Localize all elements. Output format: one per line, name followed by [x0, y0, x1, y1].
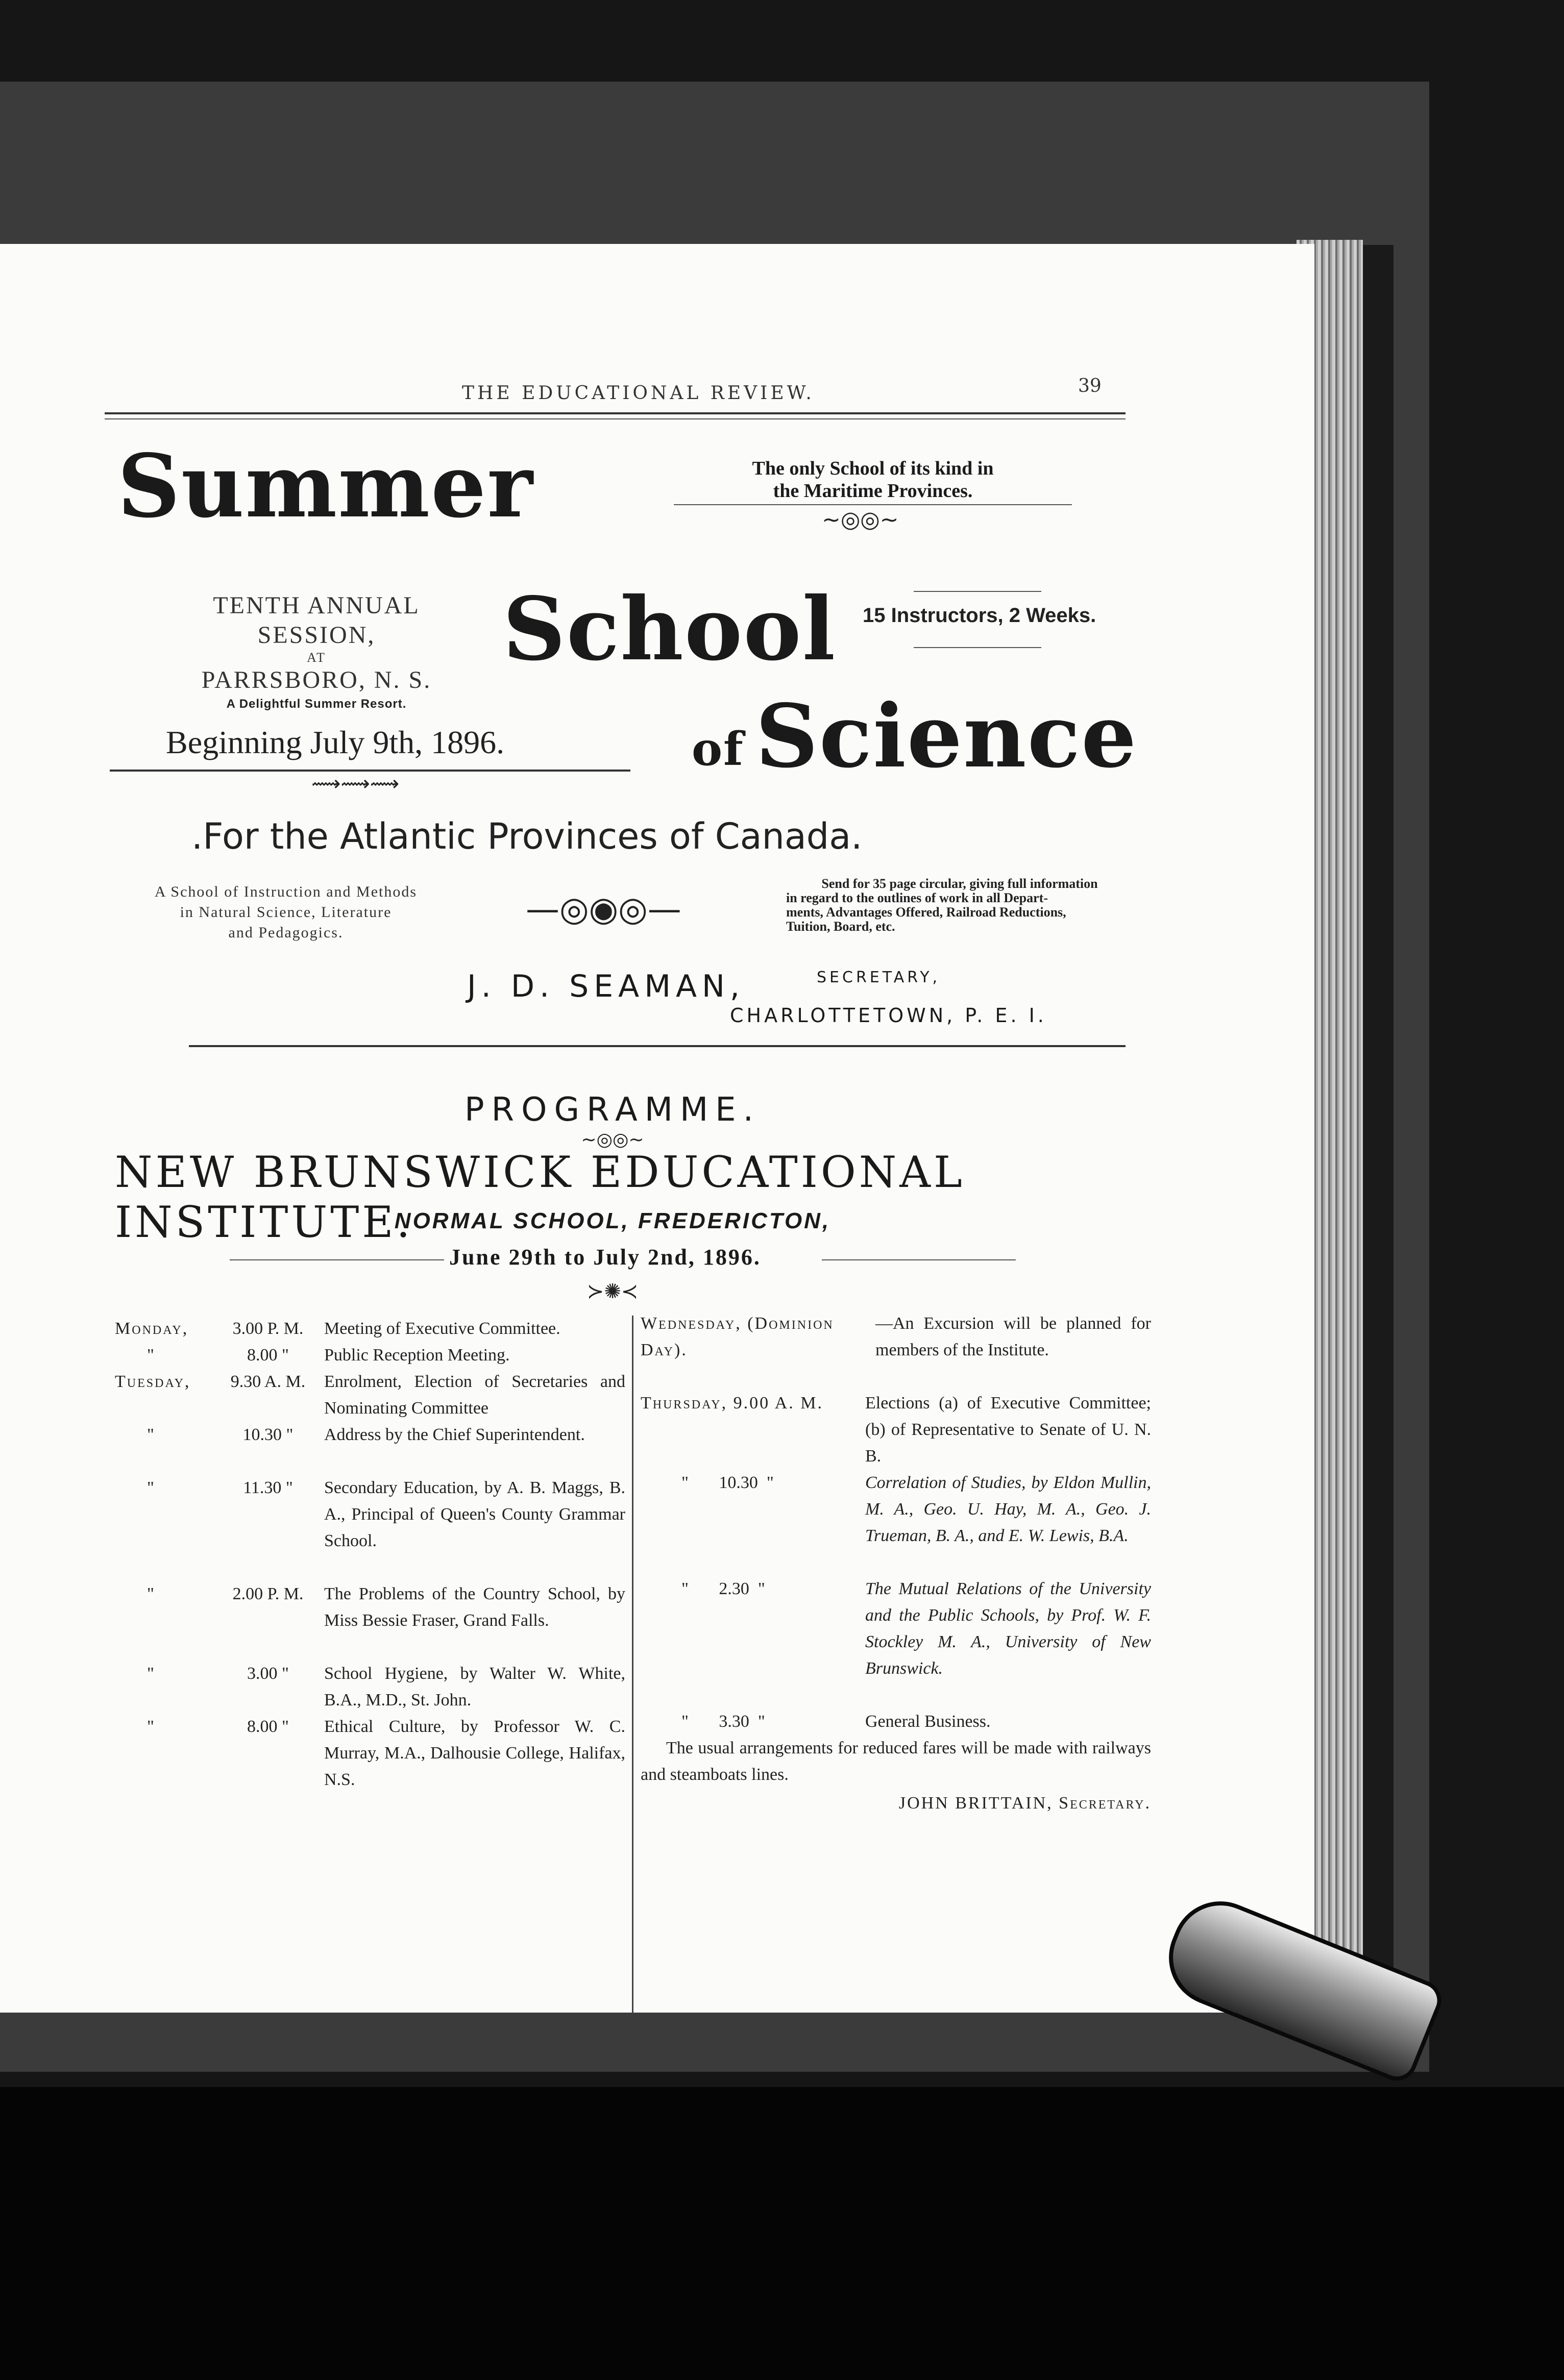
beginning-underline — [110, 770, 630, 772]
programme-ornament: ~◎◎~ — [581, 1129, 644, 1150]
only-school-line-1: The only School of its kind in — [752, 458, 994, 479]
schedule-desc: General Business. — [865, 1712, 991, 1731]
only-school-underline — [674, 504, 1072, 505]
beginning-date: Beginning July 9th, 1896. — [166, 724, 505, 760]
institute-dates: June 29th to July 2nd, 1896. — [449, 1245, 761, 1270]
journal-page — [0, 244, 1314, 2013]
session-resort: A Delightful Summer Resort. — [226, 697, 407, 711]
schedule-desc: The Problems of the Country School, by Miss Bessie Fraser, Grand Falls. — [324, 1584, 625, 1630]
circular-line-2: in regard to the outlines of work in all Depart- — [786, 890, 1048, 905]
closing-note: The usual arrangements for reduced fares will be made with railways and steamboats lines. — [641, 1739, 1151, 1784]
instruction-line-2: in Natural Science, Literature — [180, 904, 392, 921]
schedule-day: Tuesday, — [115, 1372, 191, 1391]
header-rule-thin — [105, 418, 1126, 419]
school-of-instruction — [107, 882, 465, 943]
only-school-notice — [674, 457, 1072, 502]
schedule-day: " — [147, 1584, 154, 1603]
session-at: AT — [307, 650, 326, 665]
flourish-ornament: ⟿⟿⟿ — [311, 772, 400, 796]
title-science-text: Science — [755, 685, 1138, 787]
schedule-desc: Meeting of Executive Committee. — [324, 1319, 560, 1338]
signature-text: JOHN BRITTAIN, Secretary. — [898, 1794, 1151, 1813]
session-block — [168, 591, 465, 713]
schedule-time: 10.30 " — [242, 1425, 294, 1444]
schedule-desc: —An Excursion will be planned for members of the Institute. — [875, 1314, 1151, 1359]
schedule-desc: Address by the Chief Superintendent. — [324, 1425, 585, 1444]
journal-header: THE EDUCATIONAL REVIEW. — [462, 383, 815, 404]
title-science — [755, 685, 1138, 787]
title-school — [503, 578, 837, 680]
schedule-label: " 2.30 " — [681, 1579, 765, 1598]
schedule-label: " 3.30 " — [681, 1712, 765, 1731]
schedule-day: " — [147, 1346, 154, 1365]
instructors-rule-bottom — [914, 647, 1041, 648]
schedule-desc: Public Reception Meeting. — [324, 1346, 510, 1365]
instructors-note: 15 Instructors, 2 Weeks. — [863, 604, 1096, 627]
schedule-time: 3.00 P. M. — [232, 1319, 304, 1338]
instruction-line-3: and Pedagogics. — [228, 924, 344, 941]
only-school-line-2: the Maritime Provinces. — [773, 480, 973, 502]
schedule-day: " — [147, 1425, 154, 1444]
circular-notice — [786, 877, 1133, 934]
title-summer-text: Summer — [117, 435, 534, 537]
dates-ornament: ≻✺≺ — [587, 1280, 639, 1303]
institute-location: NORMAL SCHOOL, FREDERICTON, — [394, 1208, 831, 1233]
session-line: TENTH ANNUAL SESSION, — [213, 592, 420, 649]
header-rule — [105, 412, 1126, 414]
secretary-address: CHARLOTTETOWN, P. E. I. — [730, 1004, 1047, 1027]
instruction-line-1: A School of Instruction and Methods — [154, 883, 418, 900]
schedule-time: 8.00 " — [247, 1346, 289, 1365]
schedule-desc: Ethical Culture, by Professor W. C. Murray, M.A., Dalhousie College, Halifax, N.S. — [324, 1717, 625, 1789]
schedule-label: " 10.30 " — [681, 1473, 774, 1492]
programme-heading: PROGRAMME. — [465, 1091, 761, 1129]
page-number: 39 — [1078, 376, 1102, 396]
circular-line-3: ments, Advantages Offered, Railroad Reductions, — [786, 905, 1066, 920]
schedule-desc: The Mutual Relations of the University and the Public Schools, by Prof. W. F. Stockley M. A., University of New Brunswick. — [865, 1579, 1151, 1678]
instructors-rule-top — [914, 591, 1041, 592]
schedule-day: " — [147, 1664, 154, 1683]
column-divider — [632, 1316, 633, 2013]
schedule-label: Thursday, 9.00 A. M. — [641, 1394, 823, 1412]
schedule-day: " — [147, 1478, 154, 1497]
schedule-day: Monday, — [115, 1319, 189, 1338]
title-summer — [117, 435, 534, 537]
schedule-desc: Correlation of Studies, by Eldon Mullin, M. A., Geo. U. Hay, M. A., Geo. J. Trueman, B. A., and E. W. Lewis, B.A. — [865, 1473, 1151, 1545]
schedule-desc: Elections (a) of Executive Committee; (b) of Representative to Senate of U. N. B. — [865, 1394, 1151, 1466]
atlantic-provinces: .For the Atlantic Provinces of Canada. — [191, 815, 863, 857]
spiral-ornament: —◎◉◎— — [526, 889, 681, 929]
title-school-text: School — [503, 578, 837, 680]
circular-line-1: Send for 35 page circular, giving full information — [821, 876, 1098, 891]
schedule-left-column — [115, 1316, 630, 2013]
swirl-ornament-top: ~◎◎~ — [822, 507, 899, 533]
signature — [896, 1790, 1151, 1817]
schedule-label: Wednesday, (Dominion Day). — [641, 1314, 834, 1359]
secretary-title: SECRETARY, — [817, 969, 941, 986]
dates-rule-right — [822, 1259, 1016, 1260]
book-spine-shadow — [1363, 245, 1394, 1990]
institute-title: NEW BRUNSWICK EDUCATIONAL INSTITUTE. — [115, 1147, 965, 1247]
circular-line-4: Tuition, Board, etc. — [786, 919, 895, 934]
schedule-day: " — [147, 1717, 154, 1736]
secretary-name: J. D. SEAMAN, — [467, 969, 745, 1004]
session-place: PARRSBORO, N. S. — [201, 666, 432, 693]
dates-rule-left — [230, 1259, 444, 1260]
schedule-time: 8.00 " — [247, 1717, 289, 1736]
schedule-right-column — [641, 1310, 1151, 2013]
schedule-desc: School Hygiene, by Walter W. White, B.A., M.D., St. John. — [324, 1664, 625, 1709]
schedule-time: 11.30 " — [243, 1478, 293, 1497]
schedule-time: 9.30 A. M. — [230, 1372, 306, 1391]
title-of: of — [692, 722, 744, 776]
schedule-time: 2.00 P. M. — [232, 1584, 304, 1603]
schedule-time: 3.00 " — [247, 1664, 289, 1683]
ad-bottom-rule — [189, 1045, 1126, 1047]
schedule-desc: Secondary Education, by A. B. Maggs, B. A., Principal of Queen's County Grammar School. — [324, 1478, 625, 1550]
scan-bottom-edge — [0, 2087, 1564, 2380]
schedule-desc: Enrolment, Election of Secretaries and Nominating Committee — [324, 1372, 625, 1418]
